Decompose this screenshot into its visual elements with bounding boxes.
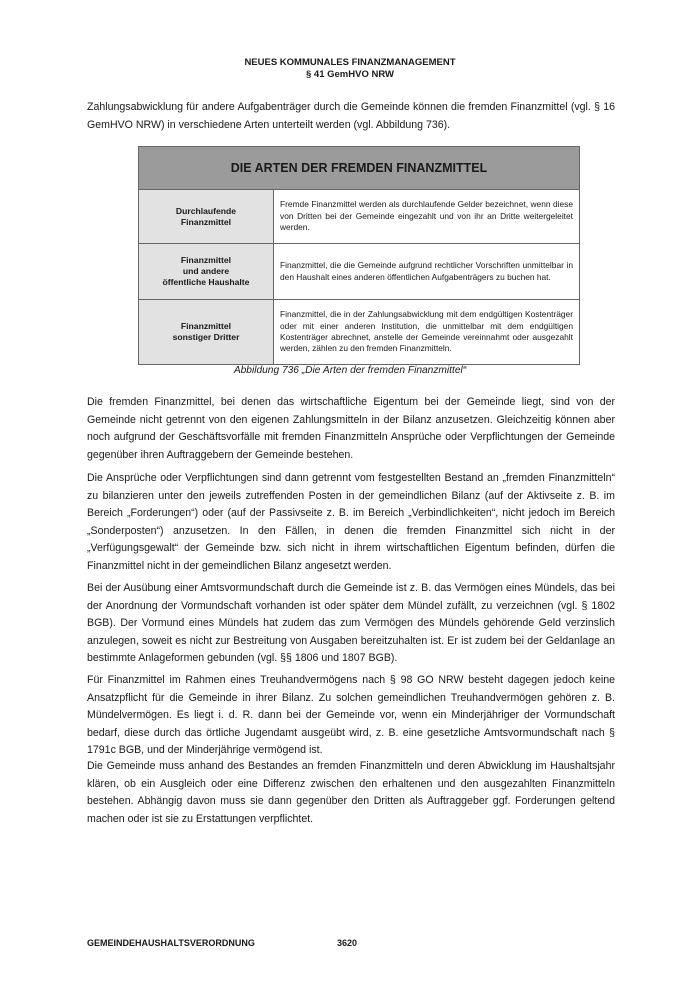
intro-paragraph: Zahlungsabwicklung für andere Aufgabenträger durch die Gemeinde können die fremden Finanzmittel (vgl. § 16 GemHVO NRW) in verschiedene Arten unterteilt werden (vgl. Abbildung 736).: [87, 101, 615, 131]
header-subtitle: § 41 GemHVO NRW: [306, 69, 394, 80]
body-paragraph: Die Gemeinde muss anhand des Bestandes an fremden Finanzmitteln und deren Abwicklung im Haushaltsjahr klären, ob ein Ausgleich oder eine Differenz zwischen den erhaltenen und den ausgezahlten Finanzmitteln bestehen. Abhängig davon muss sie dann gegenüber den Dritten als Auftraggeber ggf. Forderungen geltend machen oder ist sie zu Erstattungen verpflichtet.: [87, 760, 615, 825]
page-number: 3620: [337, 938, 358, 948]
row-label: Finanzmittel sonstiger Dritter: [139, 300, 274, 365]
table-row: [139, 300, 580, 365]
row-text: Finanzmittel, die die Gemeinde aufgrund rechtlicher Vorschriften unmittelbar in den Haushalt eines anderen öffentlichen Aufgabenträgers zu buchen hat.: [274, 244, 580, 300]
row-label: Finanzmittel und andere öffentliche Haushalte: [139, 244, 274, 300]
table-title: DIE ARTEN DER FREMDEN FINANZMITTEL: [139, 147, 580, 190]
finanzmittel-table: [138, 146, 580, 365]
row-text: Finanzmittel, die in der Zahlungsabwicklung mit dem endgültigen Kostenträger oder mit einer anderen Institution, die unmittelbar mit dem endgültigen Kostenträger abrechnet, anstelle der Gemeinde vereinnahmt oder ausgezahlt werden, zählen zu den fremden Finanzmitteln.: [274, 300, 580, 365]
body-paragraph: Für Finanzmittel im Rahmen eines Treuhandvermögens nach § 98 GO NRW besteht dagegen jedoch keine Ansatzpflicht für die Gemeinde in ihrer Bilanz. Zu solchen gemeindlichen Treuhandvermögen gehören z. B. Mündelvermögen. Es liegt i. d. R. dann bei der Gemeinde vor, wenn ein Minderjähriger der Vormundschaft bedarf, diese durch das örtliche Jugendamt ausgeübt wird, z. B. eine gesetzliche Amtsvormundschaft nach § 1791c BGB, und der Minderjährige vermögend ist.: [87, 674, 615, 757]
body-paragraph: Bei der Ausübung einer Amtsvormundschaft durch die Gemeinde ist z. B. das Vermögen eines Mündels, das bei der Anordnung der Vormundschaft vorhanden ist oder später dem Mündel zufällt, zu verzeichnen (vgl. § 1802 BGB). Der Vormund eines Mündels hat zudem das zum Vermögen des Mündels gehörende Geld verzinslich anzulegen, soweit es nicht zur Bestreitung von Ausgaben bereitzuhalten ist. Er ist zudem bei der Geldanlage an bestimmte Anlageformen gebunden (vgl. §§ 1806 und 1807 BGB).: [87, 582, 615, 665]
table-row: [139, 190, 580, 244]
header-title: NEUES KOMMUNALES FINANZMANAGEMENT: [244, 57, 456, 68]
row-text: Fremde Finanzmittel werden als durchlaufende Gelder bezeichnet, wenn diese von Dritten bei der Gemeinde eingezahlt und von ihr an Dritte weitergeleitet werden.: [274, 190, 580, 244]
row-label: Durchlaufende Finanzmittel: [139, 190, 274, 244]
footer-title: GEMEINDEHAUSHALTSVERORDNUNG: [87, 938, 255, 948]
body-paragraph: Die Ansprüche oder Verpflichtungen sind dann getrennt vom festgestellten Bestand an „fremden Finanzmitteln“ zu bilanzieren unter den jeweils zutreffenden Posten in der gemeindlichen Bilanz (auf der Aktivseite z. B. im Bereich „Forderungen“) oder (auf der Passivseite z. B. im Bereich „Verbindlichkeiten“, nicht jedoch im Bereich „Sonderposten“) anzusetzen. In den Fällen, in denen die fremden Finanzmittel sich nicht in der „Verfügungsgewalt“ der Gemeinde bzw. sich nicht in ihrem wirtschaftlichen Eigentum befinden, dürfen die Finanzmittel nicht in der gemeindlichen Bilanz angesetzt werden.: [87, 472, 615, 572]
table-row: [139, 244, 580, 300]
body-paragraph: Die fremden Finanzmittel, bei denen das wirtschaftliche Eigentum bei der Gemeinde liegt, sind von der Gemeinde nicht getrennt von den eigenen Zahlungsmitteln in der Bilanz anzusetzen. Gleichzeitig können aber noch aufgrund der Geschäftsvorfälle mit fremden Finanzmitteln Ansprüche oder Verpflichtungen der Gemeinde gegenüber ihren Auftraggebern der Gemeinde bestehen.: [87, 396, 615, 461]
figure-caption: Abbildung 736 „Die Arten der fremden Finanzmittel“: [233, 365, 467, 376]
page-header: [0, 57, 700, 81]
